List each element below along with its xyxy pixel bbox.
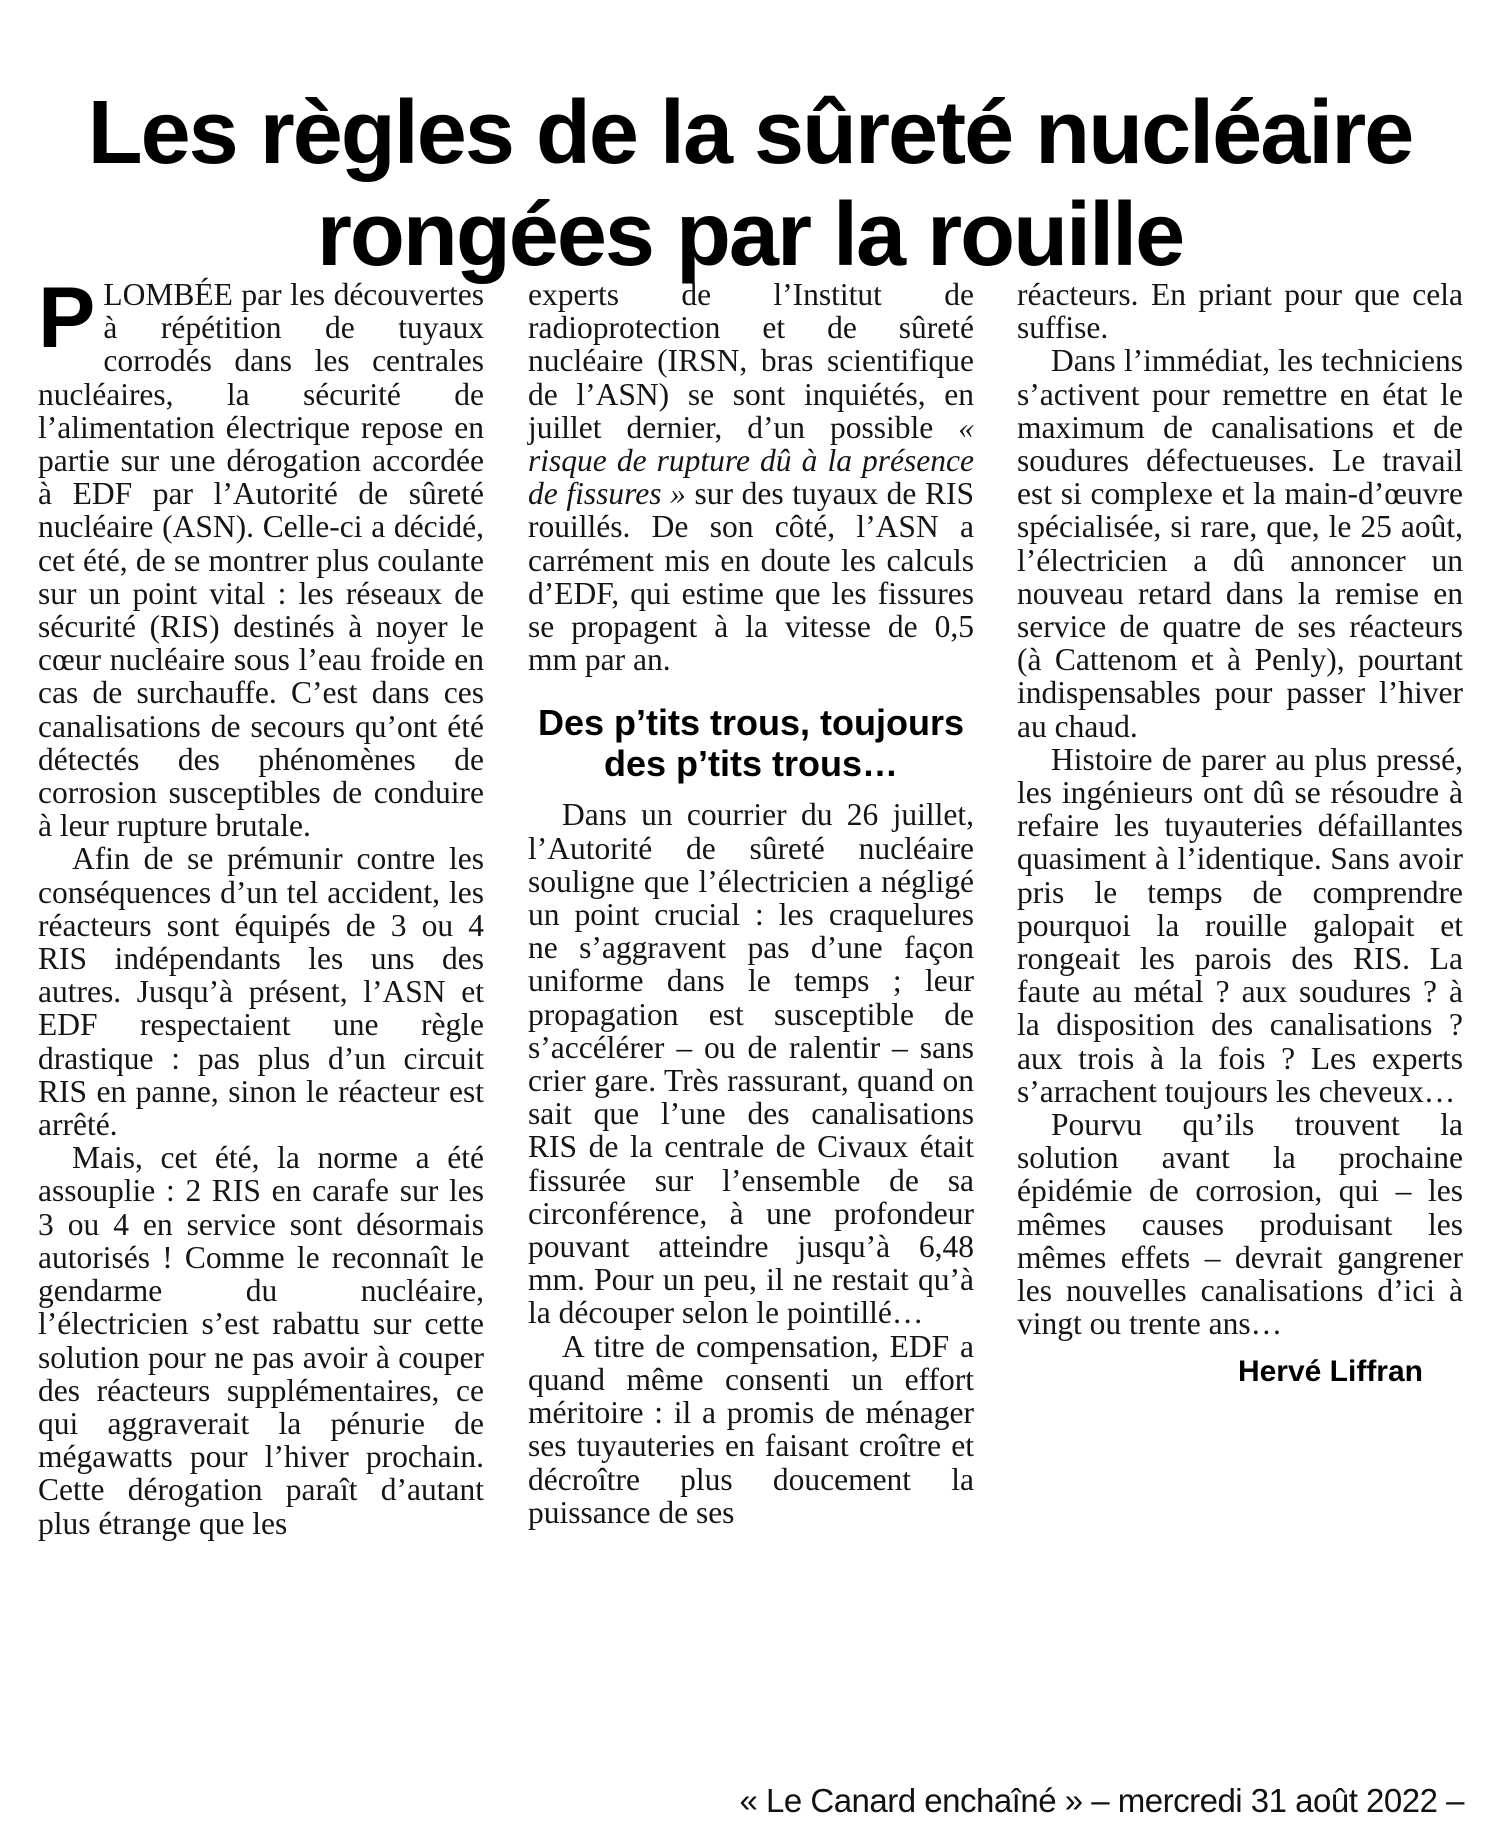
headline-line-1: Les règles de la sûreté nucléaire — [87, 83, 1413, 184]
paragraph-1-text: LOMBÉE par les découvertes à répétition de tuyaux corrodés dans les centrales nucléaires, la sécurité de l’alimentation électrique repose en partie sur une dérogation accordée à EDF par l’Autorité de sûreté nucléaire (ASN). Celle-ci a décidé, cet été, de se montrer plus coulante sur un point vital : les réseaux de sécurité (RIS) destinés à noyer le cœur nucléaire sous l’eau froide en cas de surchauffe. C’est dans ces canalisations de secours qu’ont été détectés des phénomènes de corrosion susceptibles de conduire à leur rupture brutale. — [38, 277, 484, 844]
source-line: « Le Canard enchaîné » – mercredi 31 août 2022 – — [739, 1782, 1464, 1819]
column-1 — [38, 270, 484, 1541]
drop-cap: P — [38, 270, 96, 366]
paragraph-10: Pourvu qu’ils trouvent la solution avant la prochaine épidémie de corrosion, qui – les mêmes causes produisant les mêmes effets – devrait gangrener les nouvelles canalisations d’ici à vingt ou trente ans… — [1017, 1107, 1463, 1342]
paragraph-2: Afin de se prémunir contre les conséquences d’un tel accident, les réacteurs sont équipés de 3 ou 4 RIS indépendants les uns des autres. Jusqu’à présent, l’ASN et EDF respectaient une règle drastique : pas plus d’un circuit RIS en panne, sinon le réacteur est arrêté. — [38, 841, 484, 1143]
column-2 — [528, 278, 974, 1529]
headline-line-2: rongées par la rouille — [316, 185, 1184, 286]
paragraph-7: réacteurs. En priant pour que cela suffise. — [1017, 277, 1463, 346]
column-3 — [1017, 278, 1463, 1388]
paragraph-5: Dans un courrier du 26 juillet, l’Autorité de sûreté nucléaire souligne que l’électricien a négligé un point crucial : les craquelures ne s’aggravent pas d’une façon uniforme dans le temps ; leur propagation est susceptible de s’accélérer – ou de ralentir – sans crier gare. Très rassurant, quand on sait que l’une des canalisations RIS de la centrale de Civaux était fissurée sur l’ensemble de sa circonférence, à une profondeur pouvant atteindre jusqu’à 6,48 mm. Pour un peu, il ne restait qu’à la découper selon le pointillé… — [528, 797, 974, 1331]
headline — [20, 82, 1480, 286]
subheading: Des p’tits trous, toujours des p’tits trous… — [537, 702, 965, 785]
paragraph-9: Histoire de parer au plus pressé, les ingénieurs ont dû se résoudre à refaire les tuyauteries défaillantes quasiment à l’identique. Sans avoir pris le temps de comprendre pourquoi la rouille galopait et rongeait les parois des RIS. La faute au métal ? aux soudures ? à la disposition des canalisations ? aux trois à la fois ? Les experts s’arrachent toujours les cheveux… — [1017, 741, 1463, 1109]
author-signature: Hervé Liffran — [1237, 1354, 1423, 1388]
paragraph-3: Mais, cet été, la norme a été assouplie : 2 RIS en carafe sur les 3 ou 4 en service sont désormais autorisés ! Comme le reconnaît le gendarme du nucléaire, l’électricien s’est rabattu sur cette solution pour ne pas avoir à couper des réacteurs supplémentaires, ce qui aggraverait la pénurie de mégawatts pour l’hiver prochain. Cette dérogation paraît d’autant plus étrange que les — [38, 1140, 484, 1541]
paragraph-8: Dans l’immédiat, les techniciens s’activent pour remettre en état le maximum de canalisations et de soudures défectueuses. Le travail est si complexe et la main-d’œuvre spécialisée, si rare, que, le 25 août, l’électricien a dû annoncer un nouveau retard dans la remise en service de quatre de ses réacteurs (à Cattenom et à Penly), pourtant indispensables pour passer l’hiver au chaud. — [1017, 343, 1463, 744]
paragraph-4-text-b: sur des tuyaux de RIS rouillés. De son côté, l’ASN a carrément mis en doute les calculs d’EDF, qui estime que les fissures se propagent à la vitesse de 0,5 mm par an. — [528, 476, 974, 678]
irsn-quote: « risque de rupture dû à la présence de fissures » — [528, 409, 974, 512]
paragraph-4-text-a: experts de l’Institut de radioprotection et de sûreté nucléaire (IRSN, bras scientifique de l’ASN) se sont inquiétés, en juillet dernier, d’un possible — [528, 277, 974, 445]
paragraph-1 — [38, 270, 484, 844]
paragraph-6: A titre de compensation, EDF a quand même consenti un effort méritoire : il a promis de ménager ses tuyauteries en faisant croître et décroître plus doucement la puissance de ses — [528, 1328, 974, 1530]
paragraph-4 — [528, 278, 974, 676]
